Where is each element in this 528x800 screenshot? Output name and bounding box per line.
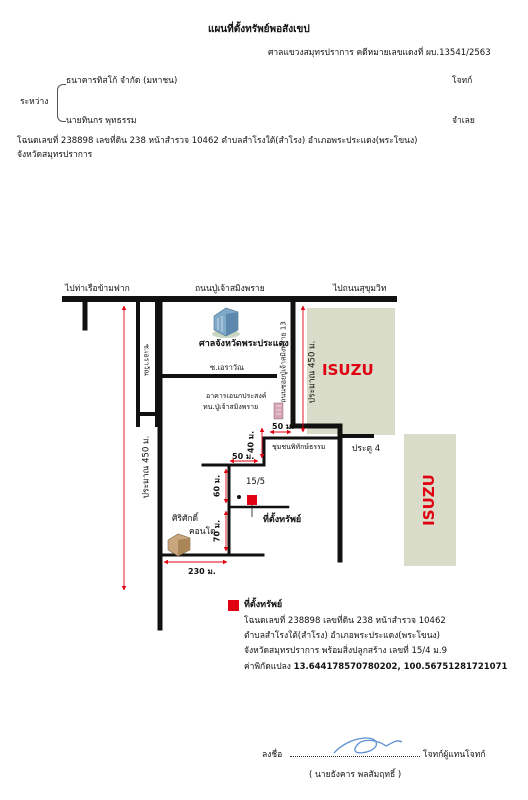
defendant-role: จำเลย (452, 116, 475, 126)
signer-role: โจทก์ผู้แทนโจทก์ (423, 750, 486, 760)
house-number-label: 15/5 (246, 477, 266, 487)
dist-50-b-label: 50 ม. (232, 452, 255, 461)
coord-values: 13.644178570780202, 100.56751281721071 (293, 662, 508, 672)
isuzu-zone-connector (355, 415, 395, 435)
between-label: ระหว่าง (20, 97, 49, 107)
signer-name: ( นายธังคาร พลสัมฤทธิ์ ) (309, 770, 402, 780)
legend-line-2: ตำบลสำโรงใต้(สำโรง) อำเภอพระประแดง(พระโขนง) (244, 631, 440, 641)
court-label: ศาลจังหวัดพระประแดง (199, 339, 289, 349)
signature-scribble (334, 738, 402, 753)
siri-label-1: ศิริศักดิ์ (172, 514, 199, 524)
coord-prefix: ค่าพิกัดแปลง (244, 662, 291, 672)
building-label-2: ทน.ปู่เจ้าสมิงพราย (203, 403, 259, 411)
dist-230-label: 230 ม. (188, 567, 216, 576)
house-15-5-dot (237, 495, 241, 499)
legend-line-3: จังหวัดสมุทรปราการ พร้อมสิ่งปลูกสร้าง เลขที่ 15/4 ม.9 (244, 646, 447, 656)
gate-4-label: ประตู 4 (352, 444, 381, 454)
legend-title: ที่ตั้งทรัพย์ (244, 600, 283, 610)
dist-60-label: 60 ม. (212, 474, 222, 498)
defendant-name: นายทินกร พุทธรรม (66, 116, 137, 126)
legend-marker (228, 600, 239, 611)
deed-line-2: จังหวัดสมุทรปราการ (17, 150, 93, 160)
dist-70-label: 70 ม. (212, 519, 222, 543)
property-marker (247, 495, 257, 505)
dist-50-a-label: 50 ม. (272, 422, 295, 431)
court-case-number: ศาลแขวงสมุทรปราการ คดีหมายเลขแดงที่ ผบ.13541/2563 (268, 48, 491, 58)
soi-13-label: ถนนซอยปู่เจ้าสมิงพราย 13 (279, 321, 288, 403)
property-label: ที่ตั้งทรัพย์ (263, 515, 302, 525)
multipurpose-building-icon (274, 403, 283, 419)
soi-erawan-label: ซ.เอราวัณ (210, 363, 244, 372)
main-road-label: ถนนปู่เจ้าสมิงพราย (195, 284, 265, 294)
legend-coordinates (244, 662, 507, 673)
to-pier-label: ไปท่าเรือข้ามฟาก (65, 284, 130, 294)
dist-40-label: 40 ม. (246, 430, 256, 454)
siri-label-2: คอนโด (189, 527, 216, 537)
isuzu-label-south: ISUZU (420, 474, 438, 526)
dist-450-left-label: ประมาณ 450 ม. (141, 435, 152, 499)
sign-label: ลงชื่อ (262, 750, 283, 760)
deed-line-1: โฉนดเลขที่ 238898 เลขที่ดิน 238 หน้าสำรวจ 10462 ตำบลสำโรงใต้(สำโรง) อำเภอพระประแดง(พระโขนง) (17, 136, 418, 146)
plaintiff-role: โจทก์ (452, 76, 473, 86)
to-sukhumvit-label: ไปถนนสุขุมวิท (333, 284, 387, 294)
signature-line (290, 756, 420, 757)
isuzu-label-north: ISUZU (322, 361, 374, 379)
soi-left-label: ซ.เอราวัณ (142, 344, 151, 376)
page-title: แผนที่ตั้งทรัพย์พอสังเขป (208, 24, 310, 35)
dist-450-right-label: ประมาณ 450 ม. (307, 340, 318, 404)
legend-line-1: โฉนดเลขที่ 238898 เลขที่ดิน 238 หน้าสำรวจ 10462 (244, 616, 446, 626)
community-label: ชุมชนพิทักษ์ธรรม (272, 443, 326, 451)
court-building-icon (212, 308, 240, 338)
plaintiff-name: ธนาคารทิสโก้ จำกัด (มหาชน) (66, 76, 178, 86)
condo-building-icon (168, 534, 190, 556)
building-label-1: อาคารเอนกประสงค์ (206, 392, 267, 400)
